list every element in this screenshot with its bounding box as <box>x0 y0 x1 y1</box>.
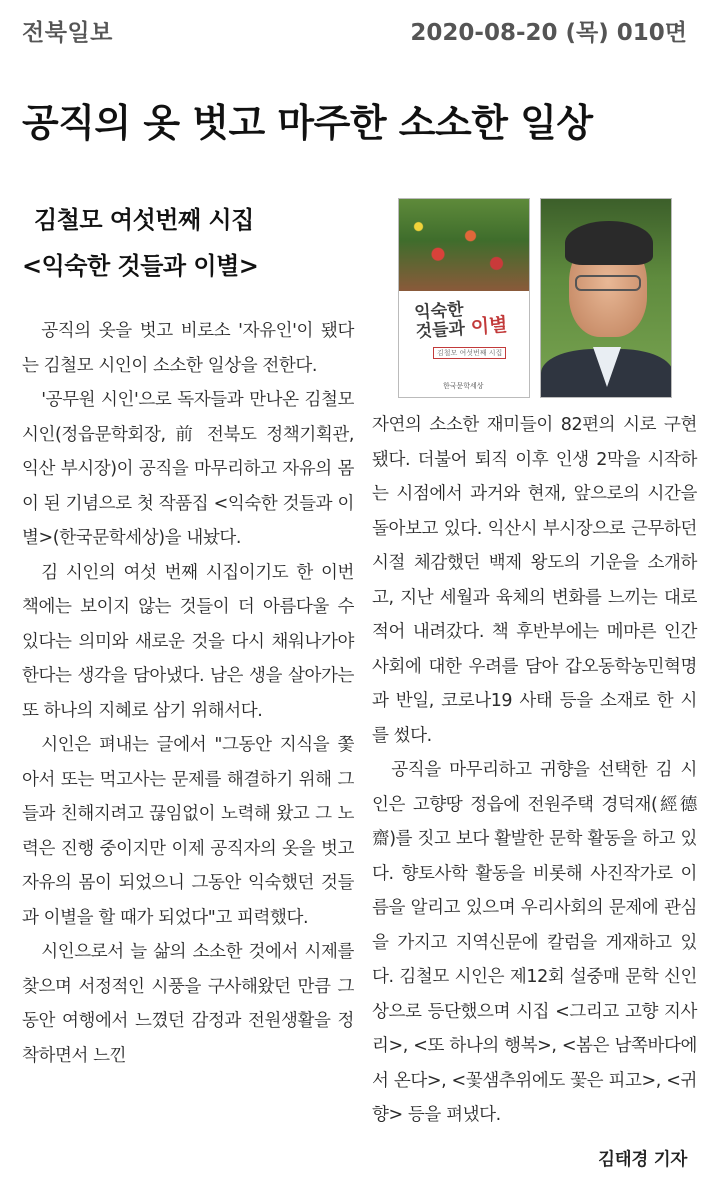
article-column-left <box>22 314 354 1073</box>
book-cover-art <box>399 199 529 291</box>
subhead-2: <익숙한 것들과 이별> <box>22 251 259 280</box>
book-cover-image <box>398 198 530 398</box>
paragraph: 공직의 옷을 벗고 비로소 '자유인'이 됐다는 김철모 시인이 소소한 일상을 전한다. <box>22 321 354 376</box>
article-headline: 공직의 옷 벗고 마주한 소소한 일상 <box>22 100 593 145</box>
paragraph: 김 시인의 여섯 번째 시집이기도 한 이번 책에는 보이지 않는 것들이 더 아름다울 수 있다는 의미와 새로운 것을 다시 채워나가야 한다는 생각을 담아냈다. 남은 생을 살아가는 또 하나의 지혜로 삼기 위해서다. <box>22 562 354 721</box>
book-cover-title: 익숙한 것들과 이별 <box>413 299 509 343</box>
paragraph: 시인으로서 늘 삶의 소소한 것에서 시제를 찾으며 서정적인 시풍을 구사해왔던 만큼 그동안 여행에서 느꼈던 감정과 전원생활을 정착하면서 느낀 <box>22 942 354 1066</box>
byline: 김태경 기자 <box>598 1150 687 1170</box>
paragraph: 공직을 마무리하고 귀향을 선택한 김 시인은 고향땅 정읍에 전원주택 경덕재(經德齋)를 짓고 보다 활발한 문학 활동을 하고 있다. 향토사학 활동을 비롯해 사진작가로 이름을 알리고 있으며 우리사회의 문제에 관심을 가지고 지역신문에 칼럼을 게재하고 있다. 김철모 시인은 제12회 설중매 문학 신인상으로 등단했으며 시집 <그리고 고향 지사리>, <또 하나의 행복>, <봄은 남쪽바다에서 온다>, <꽃샘추위에도 꽃은 피고>, <귀향> 등을 펴냈다. <box>372 760 697 1125</box>
date-page: 2020-08-20 (목) 010면 <box>410 20 687 46</box>
article-column-right <box>372 408 697 1133</box>
paragraph: 시인은 펴내는 글에서 "그동안 지식을 쫓아서 또는 먹고사는 문제를 해결하기 위해 그들과 친해지려고 끊임없이 노력해 왔고 그 노력은 진행 중이지만 이제 공직자의 옷을 벗고 자유의 몸이 되었으니 그동안 익숙했던 것들과 이별을 할 때가 되었다"고 피력했다. <box>22 735 354 928</box>
book-cover-series: 김철모 여섯번째 시집 <box>433 347 506 359</box>
book-cover-publisher: 한국문학세상 <box>443 382 484 390</box>
subhead-1: 김철모 여섯번째 시집 <box>34 205 254 234</box>
page-header <box>0 0 709 52</box>
paragraph: 자연의 소소한 재미들이 82편의 시로 구현됐다. 더불어 퇴직 이후 인생 2막을 시작하는 시점에서 과거와 현재, 앞으로의 시간을 돌아보고 있다. 익산시 부시장으로 근무하던 시절 체감했던 백제 왕도의 기운을 소개하고, 지난 세월과 육체의 변화를 느끼는 대로 적어 내려갔다. 책 후반부에는 메마른 인간사회에 대한 우려를 담아 갑오동학농민혁명과 반일, 코로나19 사태 등을 소재로 한 시를 썼다. <box>372 415 697 746</box>
paragraph: '공무원 시인'으로 독자들과 만나온 김철모 시인(정읍문학회장, 前 전북도 정책기획관, 익산 부시장)이 공직을 마무리하고 자유의 몸이 된 기념으로 첫 작품집 <익숙한 것들과 이별>(한국문학세상)을 내놨다. <box>22 390 354 548</box>
author-portrait-photo <box>540 198 672 398</box>
publication-name: 전북일보 <box>22 20 113 46</box>
